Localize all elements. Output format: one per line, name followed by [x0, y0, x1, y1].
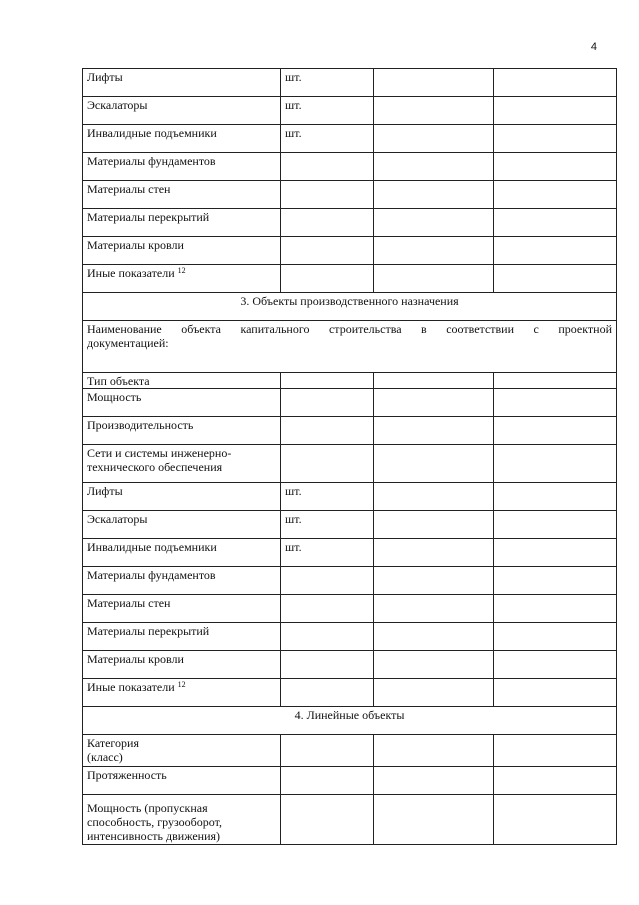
- row-label: [83, 679, 281, 707]
- row-unit: [281, 153, 374, 181]
- value-cell[interactable]: [494, 595, 617, 623]
- value-cell[interactable]: [374, 417, 494, 445]
- row-label: Категория (класс): [83, 735, 281, 767]
- row-unit: [281, 237, 374, 265]
- table-row: [83, 237, 617, 265]
- table-row: [83, 209, 617, 237]
- table-row: [83, 181, 617, 209]
- indicators-table: [82, 68, 617, 845]
- row-label: Тип объекта: [83, 373, 281, 389]
- value-cell[interactable]: [374, 623, 494, 651]
- row-unit: [281, 651, 374, 679]
- value-cell[interactable]: [494, 511, 617, 539]
- row-unit: шт.: [281, 125, 374, 153]
- value-cell[interactable]: [374, 373, 494, 389]
- table-row: [83, 97, 617, 125]
- row-unit: [281, 567, 374, 595]
- row-unit: [281, 735, 374, 767]
- table-row: [83, 567, 617, 595]
- value-cell[interactable]: [494, 209, 617, 237]
- table-row: [83, 389, 617, 417]
- row-label: [83, 265, 281, 293]
- value-cell[interactable]: [494, 483, 617, 511]
- value-cell[interactable]: [374, 181, 494, 209]
- row-label: Материалы перекрытий: [83, 623, 281, 651]
- value-cell[interactable]: [494, 97, 617, 125]
- row-label: Эскалаторы: [83, 97, 281, 125]
- row-label: Мощность: [83, 389, 281, 417]
- row-label: Протяженность: [83, 767, 281, 795]
- object-name-label-line1: Наименование объекта капитального строительства в соответствии с проектной: [87, 322, 612, 336]
- table-row: [83, 679, 617, 707]
- value-cell[interactable]: [494, 237, 617, 265]
- row-label: Материалы кровли: [83, 237, 281, 265]
- table-row: [83, 735, 617, 767]
- value-cell[interactable]: [374, 209, 494, 237]
- value-cell[interactable]: [494, 389, 617, 417]
- row-unit: [281, 181, 374, 209]
- row-unit: [281, 265, 374, 293]
- value-cell[interactable]: [374, 511, 494, 539]
- value-cell[interactable]: [494, 265, 617, 293]
- value-cell[interactable]: [494, 767, 617, 795]
- row-label: Материалы фундаментов: [83, 153, 281, 181]
- value-cell[interactable]: [374, 735, 494, 767]
- row-unit: [281, 445, 374, 483]
- table-row: [83, 767, 617, 795]
- row-label: Лифты: [83, 483, 281, 511]
- row-unit: [281, 767, 374, 795]
- value-cell[interactable]: [494, 623, 617, 651]
- footnote-ref: 12: [177, 680, 186, 689]
- row-unit: [281, 389, 374, 417]
- value-cell[interactable]: [374, 539, 494, 567]
- table-row: [83, 595, 617, 623]
- row-label: Материалы перекрытий: [83, 209, 281, 237]
- table-row: [83, 373, 617, 389]
- value-cell[interactable]: [374, 767, 494, 795]
- value-cell[interactable]: [374, 651, 494, 679]
- row-unit: [281, 595, 374, 623]
- footnote-ref: 12: [177, 266, 186, 275]
- object-name-row: [83, 321, 617, 373]
- value-cell[interactable]: [374, 445, 494, 483]
- row-label-text: Иные показатели: [87, 266, 175, 280]
- value-cell[interactable]: [494, 69, 617, 97]
- section-3-title: 3. Объекты производственного назначения: [83, 293, 617, 321]
- table-row: [83, 69, 617, 97]
- row-unit: [281, 623, 374, 651]
- section-header: [83, 707, 617, 735]
- table-row: [83, 125, 617, 153]
- row-unit: шт.: [281, 69, 374, 97]
- row-label: Сети и системы инженерно-технического обеспечения: [83, 445, 281, 483]
- value-cell[interactable]: [374, 125, 494, 153]
- value-cell[interactable]: [494, 417, 617, 445]
- value-cell[interactable]: [374, 389, 494, 417]
- table-row: [83, 651, 617, 679]
- row-unit: шт.: [281, 97, 374, 125]
- value-cell[interactable]: [494, 735, 617, 767]
- table-row: [83, 623, 617, 651]
- table-row: [83, 153, 617, 181]
- row-unit: [281, 795, 374, 845]
- value-cell[interactable]: [374, 265, 494, 293]
- value-cell[interactable]: [494, 125, 617, 153]
- value-cell[interactable]: [494, 373, 617, 389]
- row-unit: шт.: [281, 483, 374, 511]
- value-cell[interactable]: [494, 795, 617, 845]
- table-row: [83, 483, 617, 511]
- row-label: Мощность (пропускная способность, грузооборот, интенсивность движения): [83, 795, 281, 845]
- value-cell[interactable]: [494, 539, 617, 567]
- row-label: Лифты: [83, 69, 281, 97]
- row-unit: шт.: [281, 539, 374, 567]
- row-label-text: Иные показатели: [87, 680, 175, 694]
- value-cell[interactable]: [494, 651, 617, 679]
- row-unit: [281, 679, 374, 707]
- section-header: [83, 293, 617, 321]
- row-label: Материалы стен: [83, 595, 281, 623]
- table-row: [83, 265, 617, 293]
- row-unit: шт.: [281, 511, 374, 539]
- value-cell[interactable]: [494, 445, 617, 483]
- value-cell[interactable]: [374, 567, 494, 595]
- table-row: [83, 445, 617, 483]
- object-name-label-line2: документацией:: [87, 336, 169, 350]
- row-label: Инвалидные подъемники: [83, 539, 281, 567]
- row-unit: [281, 209, 374, 237]
- value-cell[interactable]: [494, 567, 617, 595]
- row-label: Материалы фундаментов: [83, 567, 281, 595]
- value-cell[interactable]: [374, 153, 494, 181]
- row-label: Эскалаторы: [83, 511, 281, 539]
- table-row: [83, 795, 617, 845]
- table-row: [83, 511, 617, 539]
- section-4-title: 4. Линейные объекты: [83, 707, 617, 735]
- value-cell[interactable]: [494, 181, 617, 209]
- object-name-cell[interactable]: [83, 321, 617, 373]
- value-cell[interactable]: [374, 795, 494, 845]
- value-cell[interactable]: [374, 97, 494, 125]
- value-cell[interactable]: [494, 153, 617, 181]
- row-label: Материалы стен: [83, 181, 281, 209]
- table-row: [83, 417, 617, 445]
- row-label: Материалы кровли: [83, 651, 281, 679]
- row-label: Производительность: [83, 417, 281, 445]
- value-cell[interactable]: [374, 595, 494, 623]
- row-label: Инвалидные подъемники: [83, 125, 281, 153]
- value-cell[interactable]: [374, 69, 494, 97]
- value-cell[interactable]: [494, 679, 617, 707]
- value-cell[interactable]: [374, 679, 494, 707]
- value-cell[interactable]: [374, 237, 494, 265]
- page-number: 4: [590, 41, 597, 53]
- value-cell[interactable]: [374, 483, 494, 511]
- row-unit: [281, 373, 374, 389]
- row-unit: [281, 417, 374, 445]
- table-row: [83, 539, 617, 567]
